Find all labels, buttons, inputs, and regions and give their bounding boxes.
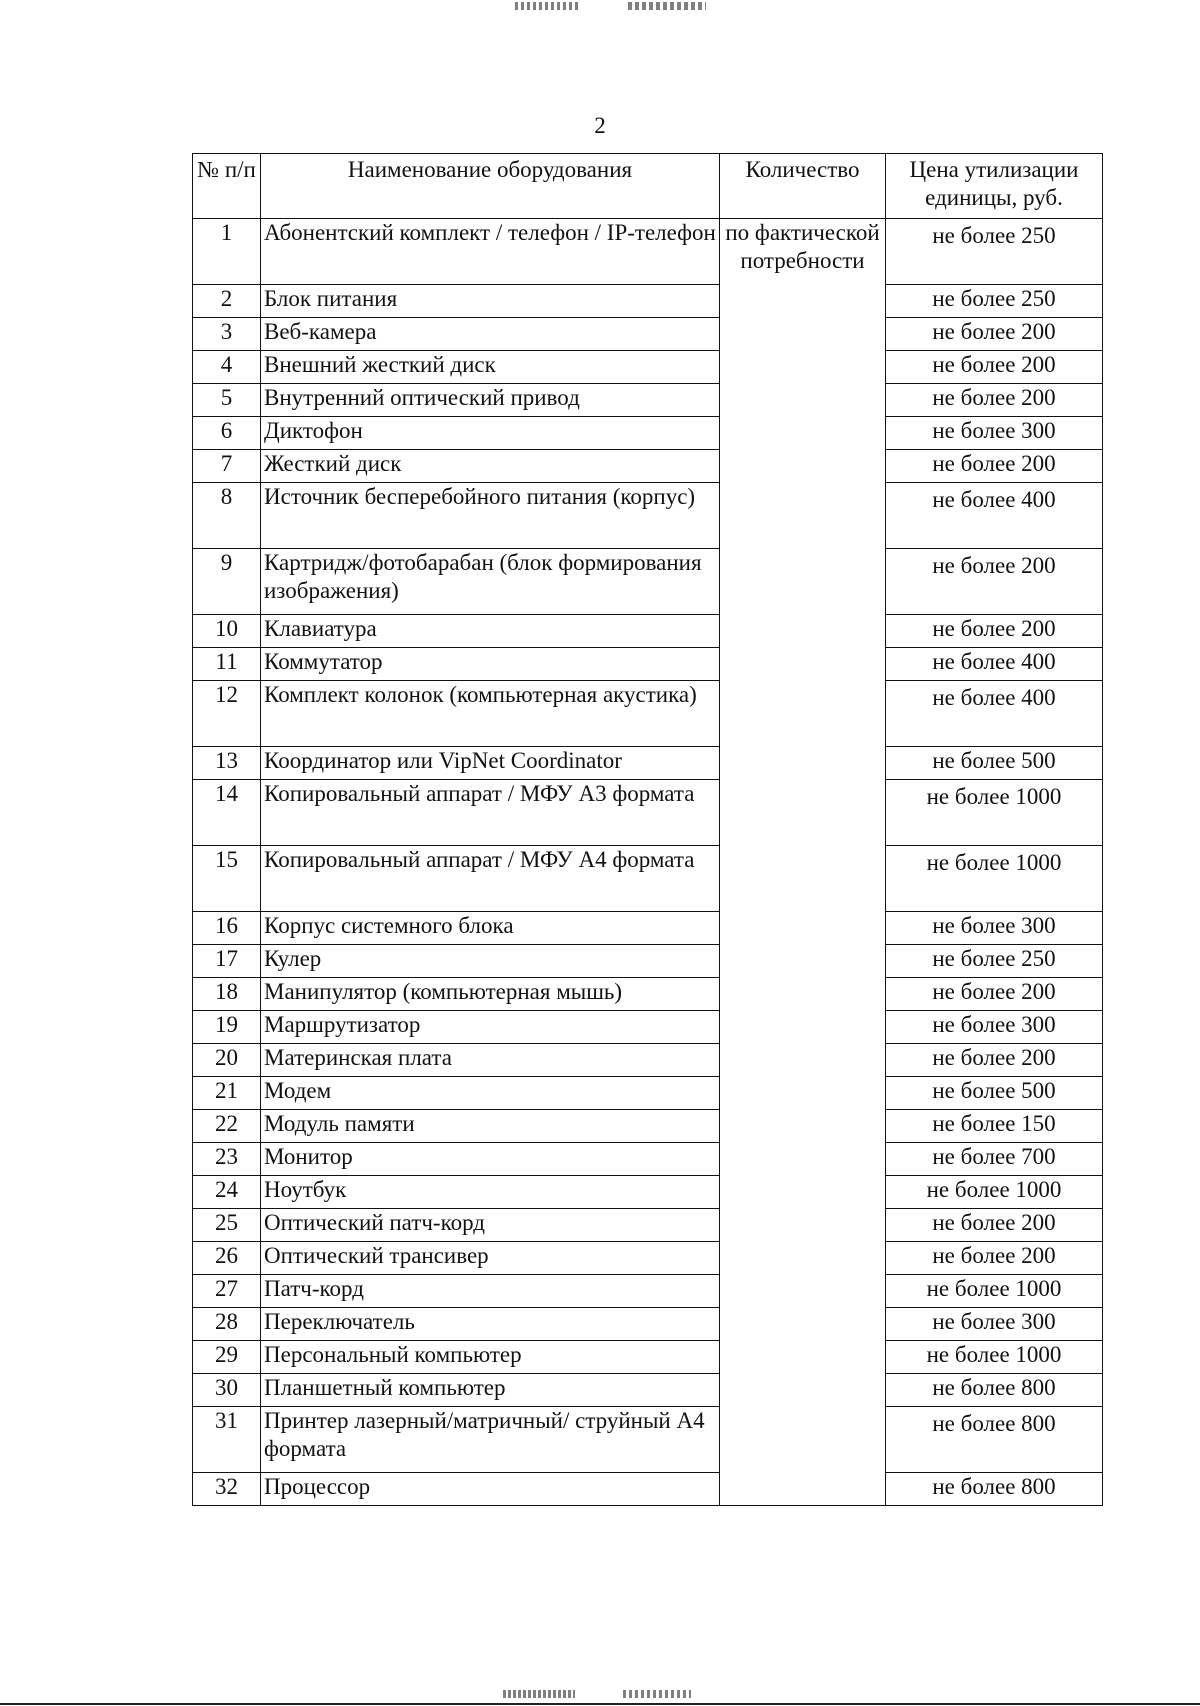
table-row xyxy=(193,1044,1103,1077)
disposal-price: не более 400 xyxy=(886,681,1103,747)
table-row xyxy=(193,978,1103,1011)
table-row xyxy=(193,846,1103,912)
equipment-name: Процессор xyxy=(261,1473,720,1506)
disposal-price: не более 1000 xyxy=(886,1275,1103,1308)
table-row xyxy=(193,1077,1103,1110)
equipment-name: Оптический патч-корд xyxy=(261,1209,720,1242)
table-row xyxy=(193,681,1103,747)
disposal-price: не более 500 xyxy=(886,1077,1103,1110)
row-number: 21 xyxy=(193,1077,261,1110)
equipment-name: Коммутатор xyxy=(261,648,720,681)
disposal-price: не более 300 xyxy=(886,1308,1103,1341)
row-number: 2 xyxy=(193,285,261,318)
row-number: 25 xyxy=(193,1209,261,1242)
row-number: 7 xyxy=(193,450,261,483)
table-row xyxy=(193,780,1103,846)
equipment-name: Манипулятор (компьютерная мышь) xyxy=(261,978,720,1011)
equipment-name: Ноутбук xyxy=(261,1176,720,1209)
table-row xyxy=(193,285,1103,318)
table-row xyxy=(193,1308,1103,1341)
row-number: 10 xyxy=(193,615,261,648)
equipment-name: Кулер xyxy=(261,945,720,978)
equipment-name: Корпус системного блока xyxy=(261,912,720,945)
row-number: 30 xyxy=(193,1374,261,1407)
row-number: 5 xyxy=(193,384,261,417)
table-row xyxy=(193,1209,1103,1242)
table-row xyxy=(193,417,1103,450)
disposal-price: не более 200 xyxy=(886,978,1103,1011)
equipment-name: Абонентский комплект / телефон / IP-телефон xyxy=(261,219,720,285)
disposal-price: не более 1000 xyxy=(886,846,1103,912)
header-name: Наименование оборудования xyxy=(261,154,720,219)
row-number: 23 xyxy=(193,1143,261,1176)
table-row xyxy=(193,1275,1103,1308)
disposal-price: не более 400 xyxy=(886,648,1103,681)
equipment-name: Материнская плата xyxy=(261,1044,720,1077)
disposal-price: не более 200 xyxy=(886,1044,1103,1077)
row-number: 17 xyxy=(193,945,261,978)
equipment-name: Маршрутизатор xyxy=(261,1011,720,1044)
table-row xyxy=(193,945,1103,978)
equipment-name: Монитор xyxy=(261,1143,720,1176)
row-number: 14 xyxy=(193,780,261,846)
equipment-name: Оптический трансивер xyxy=(261,1242,720,1275)
equipment-name: Жесткий диск xyxy=(261,450,720,483)
table-row xyxy=(193,1374,1103,1407)
table-row xyxy=(193,1011,1103,1044)
table-row xyxy=(193,747,1103,780)
disposal-price: не более 150 xyxy=(886,1110,1103,1143)
disposal-price: не более 800 xyxy=(886,1473,1103,1506)
row-number: 16 xyxy=(193,912,261,945)
disposal-price: не более 800 xyxy=(886,1374,1103,1407)
row-number: 3 xyxy=(193,318,261,351)
table-body xyxy=(193,219,1103,1506)
table-row xyxy=(193,1110,1103,1143)
equipment-name: Патч-корд xyxy=(261,1275,720,1308)
disposal-price: не более 200 xyxy=(886,549,1103,615)
table-row xyxy=(193,648,1103,681)
disposal-price: не более 200 xyxy=(886,384,1103,417)
equipment-name: Планшетный компьютер xyxy=(261,1374,720,1407)
disposal-price: не более 500 xyxy=(886,747,1103,780)
row-number: 12 xyxy=(193,681,261,747)
equipment-name: Источник бесперебойного питания (корпус) xyxy=(261,483,720,549)
disposal-price: не более 300 xyxy=(886,1011,1103,1044)
disposal-price: не более 250 xyxy=(886,219,1103,285)
equipment-name: Модем xyxy=(261,1077,720,1110)
header-num: № п/п xyxy=(193,154,261,219)
row-number: 6 xyxy=(193,417,261,450)
equipment-name: Комплект колонок (компьютерная акустика) xyxy=(261,681,720,747)
disposal-price: не более 200 xyxy=(886,450,1103,483)
equipment-name: Модуль памяти xyxy=(261,1110,720,1143)
disposal-price: не более 800 xyxy=(886,1407,1103,1473)
disposal-price: не более 250 xyxy=(886,285,1103,318)
table-row xyxy=(193,549,1103,615)
equipment-name: Блок питания xyxy=(261,285,720,318)
equipment-name: Копировальный аппарат / МФУ А3 формата xyxy=(261,780,720,846)
equipment-name: Внутренний оптический привод xyxy=(261,384,720,417)
equipment-name: Персональный компьютер xyxy=(261,1341,720,1374)
disposal-price: не более 200 xyxy=(886,1242,1103,1275)
disposal-price: не более 400 xyxy=(886,483,1103,549)
row-number: 1 xyxy=(193,219,261,285)
disposal-price: не более 1000 xyxy=(886,780,1103,846)
equipment-name: Диктофон xyxy=(261,417,720,450)
row-number: 9 xyxy=(193,549,261,615)
scan-artifact xyxy=(623,1690,691,1698)
table-row xyxy=(193,219,1103,285)
row-number: 20 xyxy=(193,1044,261,1077)
table-row xyxy=(193,450,1103,483)
equipment-name: Веб-камера xyxy=(261,318,720,351)
equipment-name: Клавиатура xyxy=(261,615,720,648)
row-number: 13 xyxy=(193,747,261,780)
equipment-name: Переключатель xyxy=(261,1308,720,1341)
row-number: 11 xyxy=(193,648,261,681)
disposal-price: не более 1000 xyxy=(886,1176,1103,1209)
row-number: 4 xyxy=(193,351,261,384)
table-header-row xyxy=(193,154,1103,219)
row-number: 22 xyxy=(193,1110,261,1143)
equipment-name: Внешний жесткий диск xyxy=(261,351,720,384)
quantity-cell: по фактической потребности xyxy=(720,219,886,1506)
disposal-price: не более 200 xyxy=(886,351,1103,384)
equipment-name: Картридж/фотобарабан (блок формирования изображения) xyxy=(261,549,720,615)
disposal-price: не более 200 xyxy=(886,615,1103,648)
row-number: 27 xyxy=(193,1275,261,1308)
row-number: 31 xyxy=(193,1407,261,1473)
row-number: 28 xyxy=(193,1308,261,1341)
table-row xyxy=(193,1242,1103,1275)
equipment-name: Копировальный аппарат / МФУ А4 формата xyxy=(261,846,720,912)
row-number: 19 xyxy=(193,1011,261,1044)
table-row xyxy=(193,615,1103,648)
equipment-name: Координатор или VipNet Coordinator xyxy=(261,747,720,780)
row-number: 29 xyxy=(193,1341,261,1374)
header-price: Цена утилизации единицы, руб. xyxy=(886,154,1103,219)
table-row xyxy=(193,1341,1103,1374)
row-number: 26 xyxy=(193,1242,261,1275)
scan-artifact xyxy=(515,2,581,10)
disposal-price: не более 300 xyxy=(886,912,1103,945)
table-row xyxy=(193,1176,1103,1209)
table-row xyxy=(193,318,1103,351)
scan-artifact xyxy=(503,1690,575,1698)
equipment-name: Принтер лазерный/матричный/ струйный А4 формата xyxy=(261,1407,720,1473)
row-number: 18 xyxy=(193,978,261,1011)
table-row xyxy=(193,1143,1103,1176)
table-row xyxy=(193,384,1103,417)
table-row xyxy=(193,1407,1103,1473)
row-number: 32 xyxy=(193,1473,261,1506)
disposal-price: не более 250 xyxy=(886,945,1103,978)
table-row xyxy=(193,483,1103,549)
disposal-price: не более 200 xyxy=(886,1209,1103,1242)
row-number: 24 xyxy=(193,1176,261,1209)
header-quantity: Количество xyxy=(720,154,886,219)
page-number: 2 xyxy=(594,113,606,138)
row-number: 15 xyxy=(193,846,261,912)
disposal-price: не более 1000 xyxy=(886,1341,1103,1374)
scan-artifact xyxy=(628,2,706,10)
table-row xyxy=(193,351,1103,384)
disposal-price: не более 200 xyxy=(886,318,1103,351)
table-row xyxy=(193,1473,1103,1506)
equipment-table xyxy=(192,153,1103,1506)
disposal-price: не более 700 xyxy=(886,1143,1103,1176)
table-row xyxy=(193,912,1103,945)
disposal-price: не более 300 xyxy=(886,417,1103,450)
scan-edge-line xyxy=(0,1703,1200,1705)
row-number: 8 xyxy=(193,483,261,549)
